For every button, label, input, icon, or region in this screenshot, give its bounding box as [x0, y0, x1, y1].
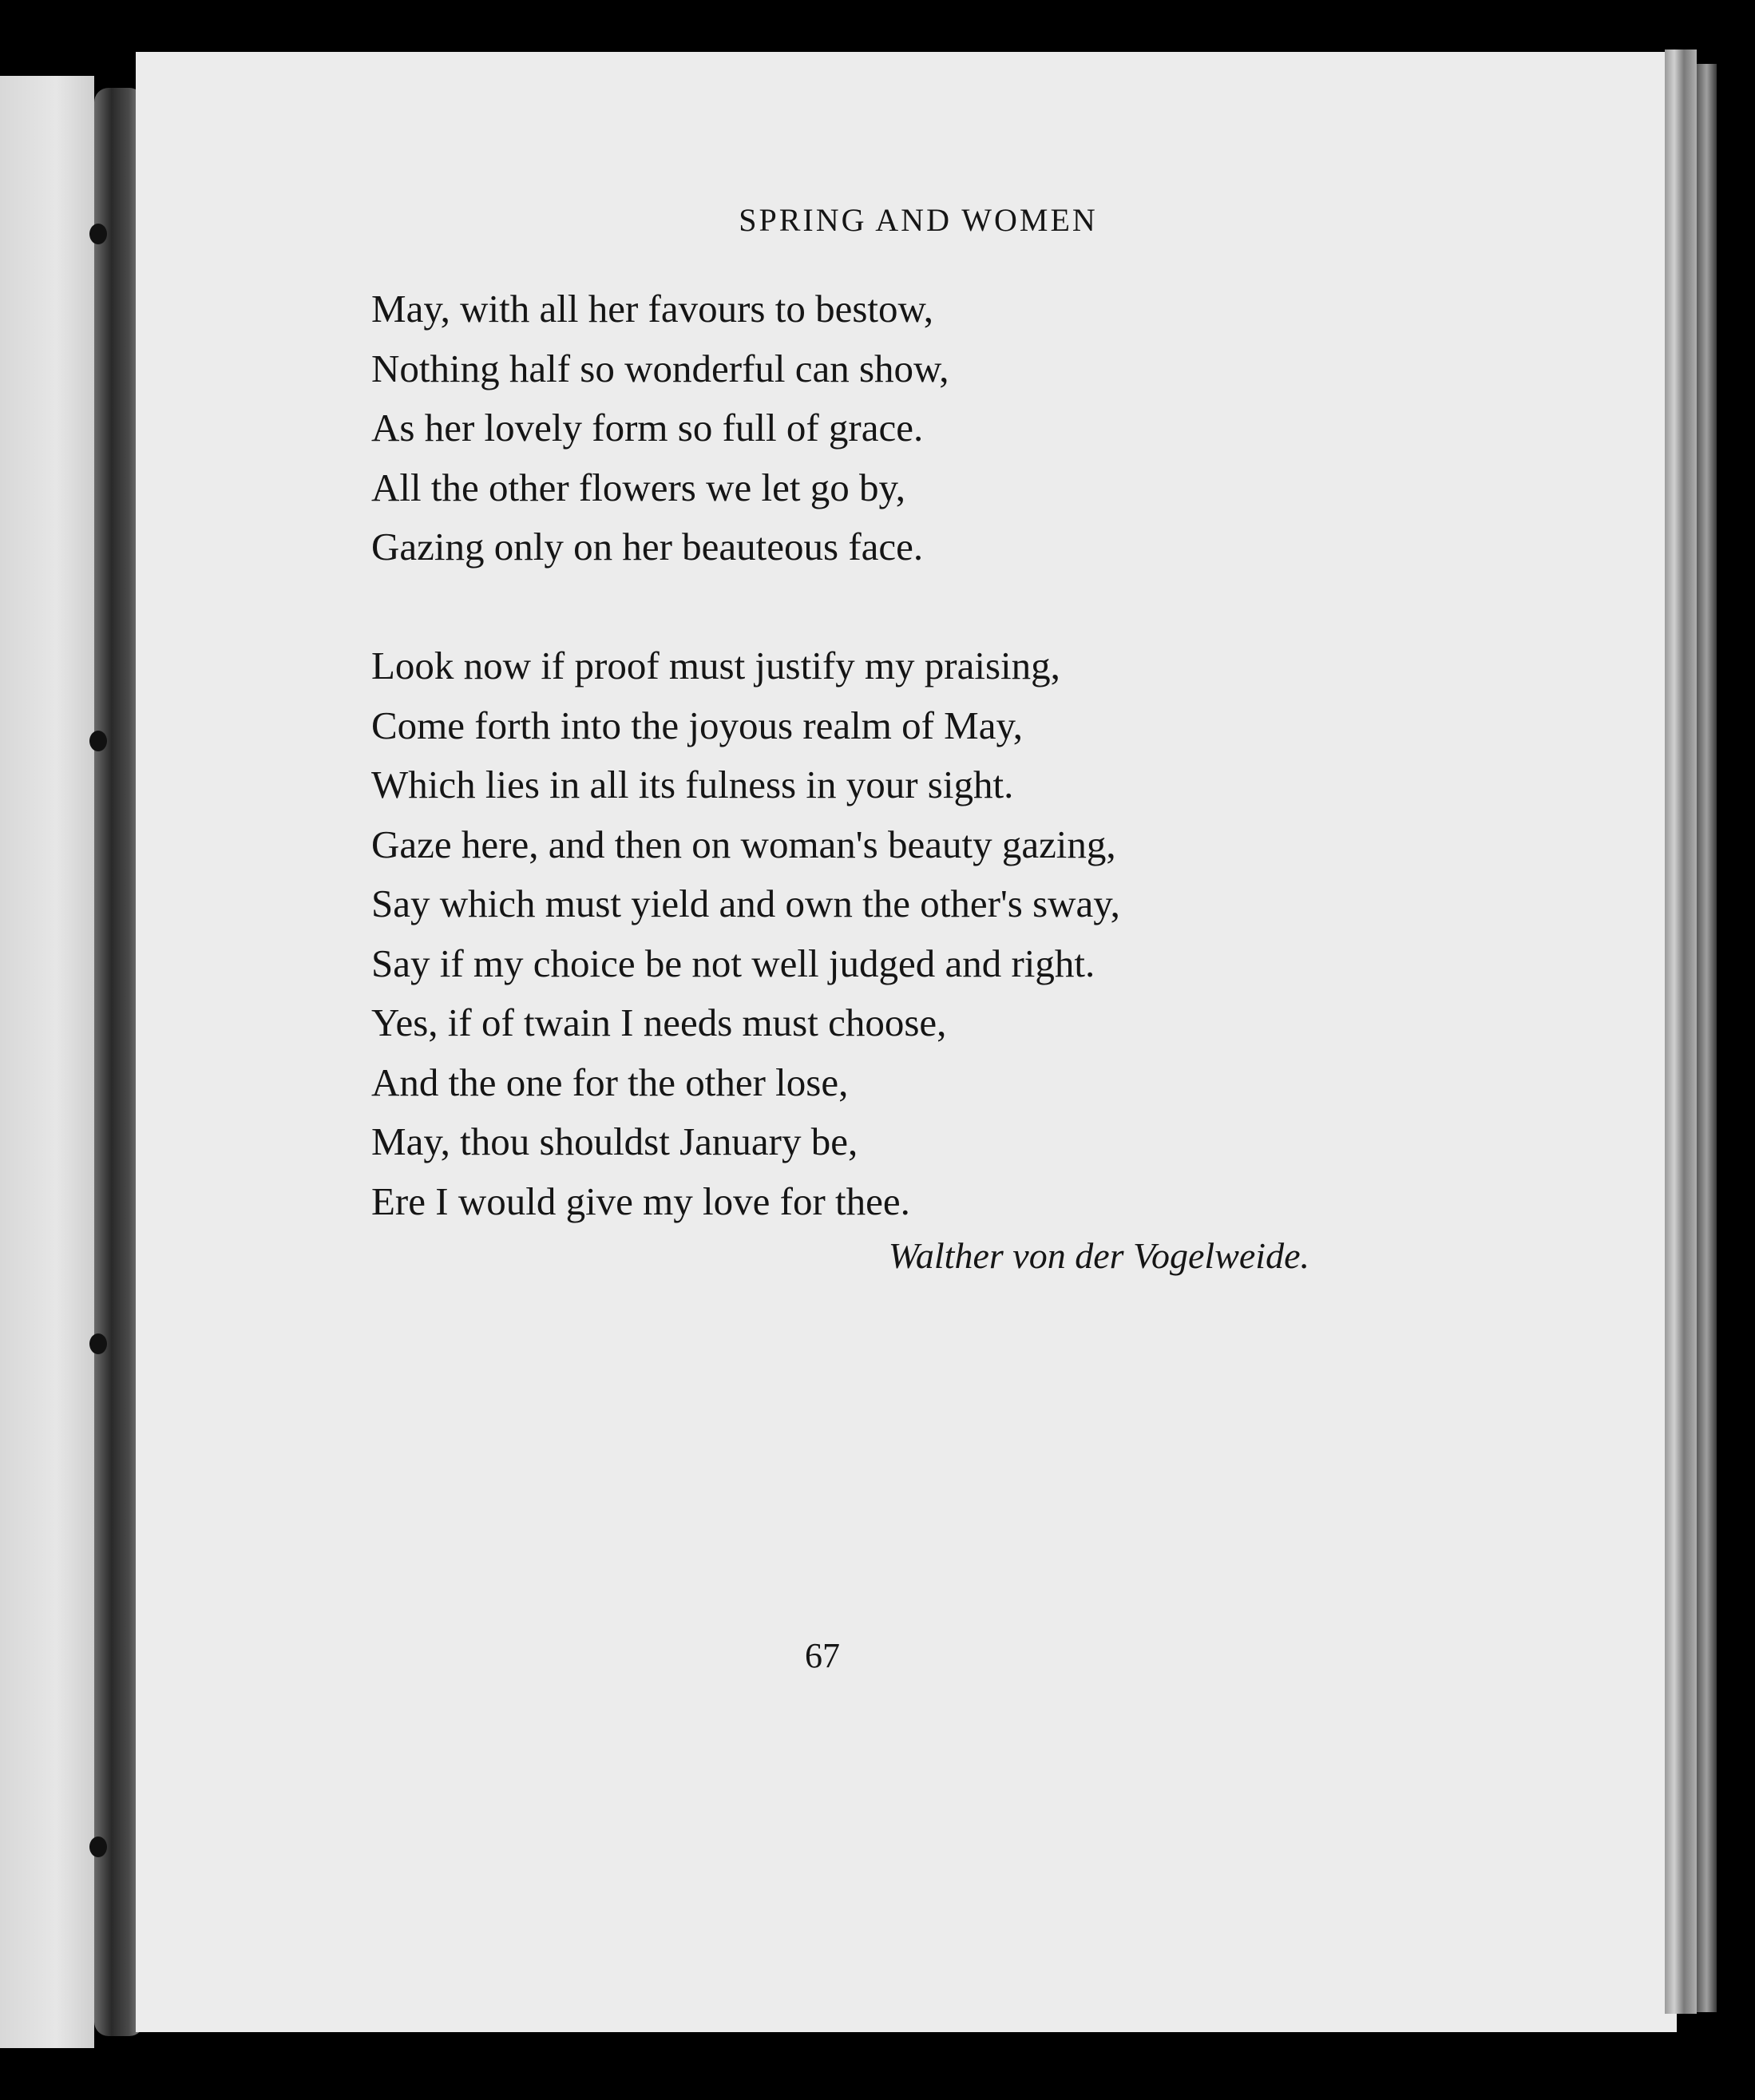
stanza-1 [371, 279, 1409, 577]
page-edge-stack [1697, 64, 1717, 2012]
poem-line: May, with all her favours to bestow, [371, 287, 933, 331]
poem-line: Come forth into the joyous realm of May, [371, 703, 1024, 747]
poem-line: Yes, if of twain I needs must choose, [371, 1000, 947, 1044]
binding-stitch [89, 1333, 107, 1354]
page-number: 67 [805, 1636, 840, 1675]
poem-line: Which lies in all its fulness in your sight. [371, 763, 1014, 806]
binding-stitch [89, 224, 107, 244]
running-head: SPRING AND WOMEN [739, 202, 1098, 238]
poem-line: Nothing half so wonderful can show, [371, 346, 949, 390]
binding-stitch [89, 731, 107, 751]
poem-line: Say if my choice be not well judged and right. [371, 941, 1095, 985]
poem-line: Say which must yield and own the other's sway, [371, 882, 1120, 925]
poem-line: May, thou shouldst January be, [371, 1119, 858, 1163]
stanza-break [371, 577, 1409, 637]
poem-line: Gazing only on her beauteous face. [371, 525, 924, 569]
poem-line: All the other flowers we let go by, [371, 465, 906, 509]
poem-line: And the one for the other lose, [371, 1060, 849, 1104]
poem-line: Gaze here, and then on woman's beauty gazing, [371, 822, 1116, 866]
poem-line: Look now if proof must justify my praising, [371, 644, 1060, 687]
binding-stitch [89, 1837, 107, 1857]
author-attribution: Walther von der Vogelweide. [888, 1235, 1309, 1276]
poem-line: As her lovely form so full of grace. [371, 406, 924, 450]
stanza-2 [371, 636, 1409, 1231]
page-edge [1665, 50, 1697, 2014]
poem-line: Ere I would give my love for thee. [371, 1179, 910, 1223]
poem-body [371, 279, 1409, 1231]
left-facing-page [0, 76, 94, 2048]
